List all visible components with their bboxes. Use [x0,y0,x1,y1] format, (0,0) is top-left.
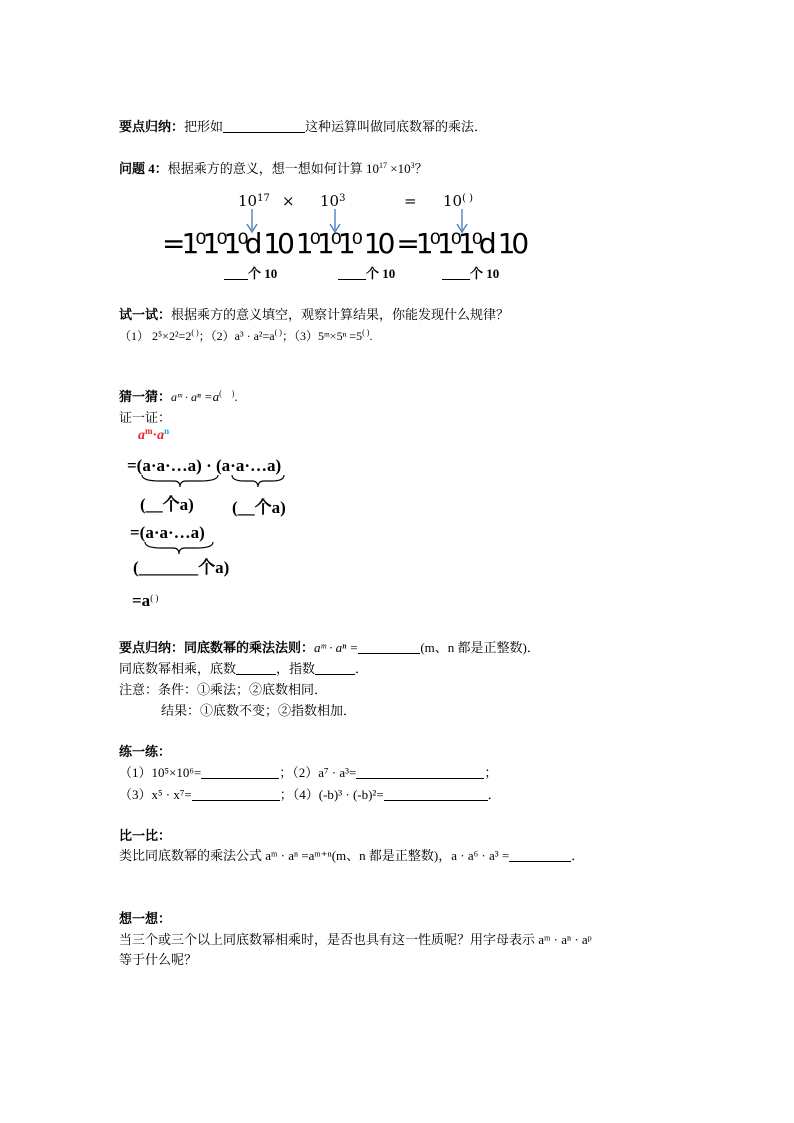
summary-line-1 [119,119,487,135]
fill-blank[interactable] [384,788,488,801]
practice-row-1: （1）10⁵×10⁶= ；（2）a⁷ · a³= ； [119,765,498,780]
think-label: 想一想： [119,911,172,926]
count-label-3: 个 10 [442,266,499,282]
times-sign: × [282,192,295,210]
question-4 [119,161,428,177]
prove-line-2: =(a·a·…a) [130,523,205,542]
fill-blank[interactable] [236,662,276,675]
note-line-2: 结果：①底数不变；②指数相加． [161,703,357,718]
equals-sign: = [404,192,417,210]
prove-count-1: (__个a) [140,495,194,514]
try-items: （1） 2⁵×2²=2( )；（2）a³ · a²=a( )；（3）5ᵐ×5ⁿ =5( ). [119,328,373,343]
prove-line-3: =a( ) [132,591,159,610]
think-line-2: 等于什么呢？ [119,952,198,967]
prove-line-1: =(a·a·…a) · (a·a·…a) [127,456,282,475]
count-label-1: 个 10 [224,266,277,282]
question-mid: ×10 [387,161,411,176]
fill-blank[interactable] [358,641,420,654]
fill-blank[interactable] [201,766,279,779]
prove-head: $a^m\cdot a^n$ [138,426,170,443]
fill-blank[interactable] [509,849,571,862]
summary-post: 这种运算叫做同底数幂的乘法． [305,119,488,134]
fill-blank[interactable] [192,788,280,801]
brace-icon [230,474,286,488]
note-line-1: 注意：条件：①乘法；②底数相同． [119,682,328,697]
summary-label: 要点归纳： [119,119,185,134]
rule-line: 要点归纳：同底数幂的乘法法则：aᵐ · aⁿ = (m、n 都是正整数)． [119,640,540,655]
fill-blank[interactable] [223,120,305,133]
prove-label: 证一证： [119,410,172,425]
question-text: 根据乘方的意义，想一想如何计算 10 [167,161,380,176]
summary-pre: 把形如 [184,119,224,134]
formula-term-3: 10( ) [443,192,474,210]
think-line-1: 当三个或三个以上同底数幂相乘时，是否也具有这一性质呢？用字母表示 aᵐ · aⁿ · aᵖ [119,932,592,947]
practice-label: 练一练： [119,744,172,759]
formula-term-1: $10^{17}$ [238,192,270,210]
fill-blank[interactable] [315,662,355,675]
compare-label: 比一比： [119,828,172,843]
brace-icon [140,474,220,488]
practice-row-2: （3）x⁵ · x⁷= ；（4）(-b)³ · (-b)²= ． [119,787,501,802]
guess-line: 猜一猜：aᵐ · aⁿ =a( ). [119,389,238,404]
question-exp-2: 3 [410,161,415,170]
count-label-2: 个 10 [338,266,395,282]
prove-count-2: (__个a) [232,498,286,517]
prove-count-3: (_______个a) [133,558,230,577]
question-end: ？ [414,161,428,176]
question-label: 问题 4： [119,161,168,176]
fill-blank[interactable] [356,766,484,779]
try-heading: 试一试：根据乘方的意义填空，观察计算结果，你能发现什么规律？ [119,307,510,322]
compare-line: 类比同底数幂的乘法公式 aᵐ · aⁿ =aᵐ⁺ⁿ(m、n 都是正整数)，a · a⁶ · a³ = ． [119,848,585,863]
formula-term-2: $10^3$ [320,192,346,210]
question-exp-1: 17 [379,161,388,170]
rule-line-2: 同底数幂相乘，底数 ，指数 ． [119,661,369,676]
expansion-glyphs: =1⁰1⁰1⁰d 10 1⁰1⁰1⁰ 10 =1⁰1⁰1⁰d 10 [162,227,526,260]
